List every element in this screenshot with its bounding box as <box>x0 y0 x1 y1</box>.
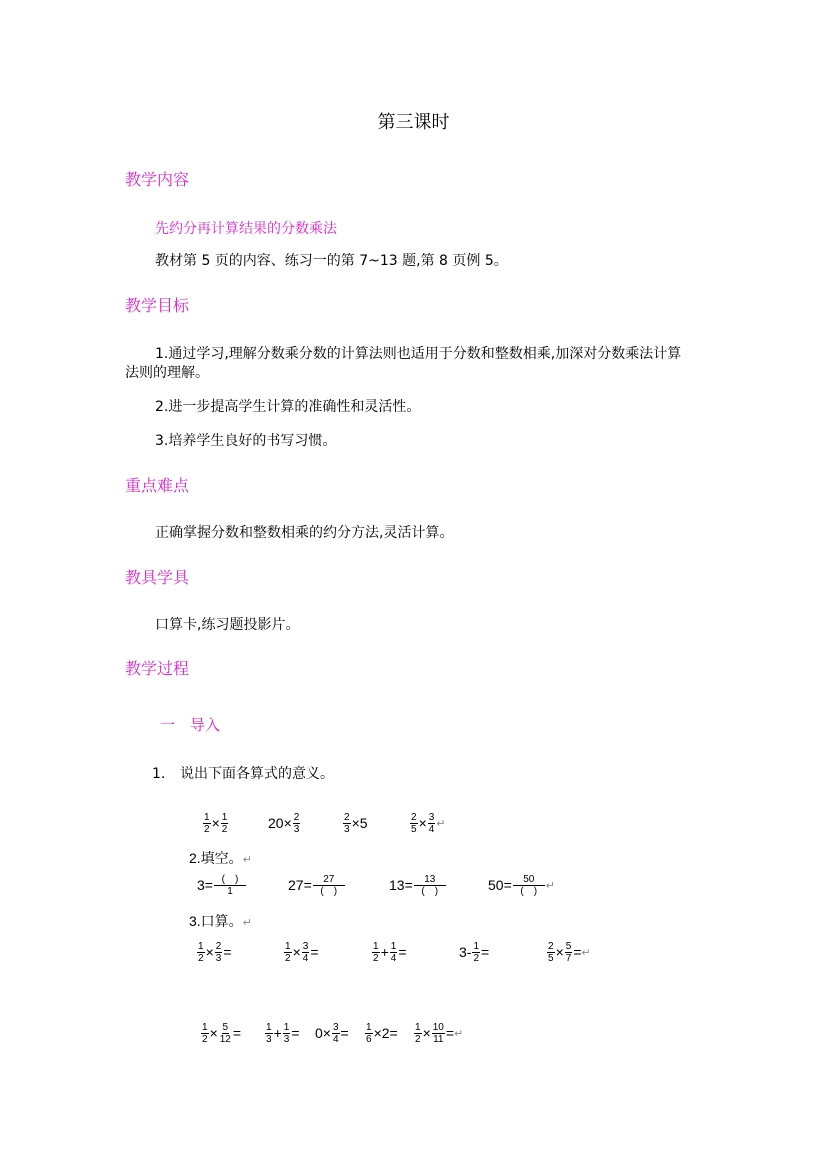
calc-sixth-times-2 <box>364 1018 398 1048</box>
mental-math-row-2 <box>0 1018 827 1048</box>
step-intro: 一 导入 <box>160 716 221 734</box>
expr-two-fifths-times-three-fourths <box>409 808 446 838</box>
fraction <box>432 1022 445 1045</box>
denominator: 4 <box>390 952 397 964</box>
denominator: ( ) <box>520 885 538 897</box>
question-label-text: 3.口算。 <box>189 913 243 929</box>
numerator: 10 <box>432 1021 444 1033</box>
fill-50 <box>488 870 555 900</box>
question-1-text: 说出下面各算式的意义。 <box>180 766 334 782</box>
calc-half-times-three-fourths <box>283 937 319 967</box>
question-3-label <box>189 911 252 931</box>
heading-tools: 教具学具 <box>125 568 190 587</box>
fraction <box>414 1022 422 1045</box>
fraction <box>414 874 446 897</box>
numerator: 1 <box>473 940 480 952</box>
key-points-text: 正确掌握分数和整数相乘的约分方法,灵活计算。 <box>155 525 454 541</box>
denominator: 4 <box>302 952 309 964</box>
denominator: 2 <box>221 823 228 835</box>
math-symbol: = <box>204 877 213 893</box>
fraction <box>265 1022 273 1045</box>
fraction <box>221 812 229 835</box>
expr-20-times-two-thirds <box>268 808 301 838</box>
numerator: 1 <box>415 1021 421 1033</box>
fraction <box>215 941 223 964</box>
denominator: 12 <box>219 1033 231 1045</box>
calc-two-fifths-times-five-sevenths <box>546 937 591 967</box>
denominator: 11 <box>433 1033 444 1045</box>
numerator: 13 <box>414 874 446 886</box>
fill-blank-row <box>0 870 827 900</box>
fraction <box>513 874 545 897</box>
numerator: 2 <box>293 811 300 823</box>
math-symbol: = <box>389 1025 398 1041</box>
fraction <box>547 941 555 964</box>
denominator: 2 <box>202 1033 208 1045</box>
fraction <box>372 941 380 964</box>
numerator: ( ) <box>214 874 246 886</box>
fraction <box>428 812 436 835</box>
numerator: 3 <box>332 1021 339 1033</box>
math-symbol: 0 <box>315 1025 323 1041</box>
math-symbol: = <box>223 944 232 960</box>
fraction <box>284 941 292 964</box>
denominator: 2 <box>198 952 204 964</box>
math-symbol: 20 <box>268 815 284 831</box>
numerator: 1 <box>283 1021 290 1033</box>
math-symbol: = <box>232 1025 242 1041</box>
fraction <box>219 1022 232 1045</box>
fraction <box>197 941 205 964</box>
numerator: 1 <box>221 811 228 823</box>
math-symbol: × <box>292 944 301 960</box>
math-symbol: 13 <box>389 877 405 893</box>
question-1-number: 1. <box>152 766 166 782</box>
fraction <box>283 1022 291 1045</box>
numerator: 2 <box>344 811 350 823</box>
tools-text: 口算卡,练习题投影片。 <box>155 617 300 633</box>
math-symbol: × <box>211 815 220 831</box>
numerator: 1 <box>390 940 397 952</box>
goal-2: 2.进一步提高学生计算的准确性和灵活性。 <box>155 399 421 415</box>
fraction <box>214 874 246 897</box>
fraction <box>565 941 573 964</box>
math-symbol: 27 <box>288 877 304 893</box>
return-mark: ↵ <box>242 854 252 866</box>
denominator: 2 <box>204 823 210 835</box>
fraction <box>332 1022 340 1045</box>
denominator: 3 <box>293 823 300 835</box>
return-mark: ↵ <box>454 1027 464 1040</box>
math-symbol: = <box>573 944 582 960</box>
numerator: 1 <box>198 940 204 952</box>
numerator: 2 <box>215 940 222 952</box>
fraction <box>343 812 351 835</box>
math-symbol: 3 <box>197 877 205 893</box>
numerator: 1 <box>202 1021 208 1033</box>
fill-27 <box>288 870 346 900</box>
denominator: 3 <box>283 1033 290 1045</box>
numerator: 27 <box>313 874 345 886</box>
fraction <box>201 1022 209 1045</box>
calc-half-plus-fourth <box>371 937 407 967</box>
fraction <box>302 941 310 964</box>
fraction <box>390 941 398 964</box>
fill-3 <box>197 870 247 900</box>
question-2-label <box>189 848 252 868</box>
numerator: 1 <box>266 1021 272 1033</box>
numerator: 1 <box>373 940 379 952</box>
heading-content: 教学内容 <box>125 170 190 189</box>
math-symbol: = <box>340 1025 349 1041</box>
goal-1-line-2: 法则的理解。 <box>125 365 209 381</box>
math-symbol: = <box>445 1025 455 1041</box>
calc-0-times-three-fourths <box>315 1018 349 1048</box>
heading-key-points: 重点难点 <box>125 476 190 495</box>
denominator: 3 <box>344 823 350 835</box>
math-symbol: × <box>209 1025 218 1041</box>
expression-row-1 <box>0 808 827 838</box>
calc-half-times-ten-elevenths <box>413 1018 463 1048</box>
numerator: 5 <box>222 1021 229 1033</box>
math-symbol: - <box>466 944 472 960</box>
math-symbol: + <box>273 1025 282 1041</box>
math-symbol: × <box>283 815 292 831</box>
denominator: 2 <box>285 952 291 964</box>
denominator: 2 <box>415 1033 421 1045</box>
heading-goals: 教学目标 <box>125 296 190 315</box>
denominator: ( ) <box>320 885 338 897</box>
math-symbol: = <box>310 944 319 960</box>
math-symbol: × <box>422 1025 431 1041</box>
numerator: 50 <box>513 874 545 886</box>
calc-half-times-five-twelfths <box>200 1018 241 1048</box>
math-symbol: = <box>303 877 312 893</box>
denominator: 5 <box>548 952 554 964</box>
math-symbol: = <box>404 877 413 893</box>
numerator: 1 <box>285 940 291 952</box>
fraction <box>410 812 418 835</box>
numerator: 2 <box>411 811 417 823</box>
denominator: 1 <box>227 885 233 897</box>
return-mark: ↵ <box>581 946 591 959</box>
math-symbol: 3 <box>459 944 467 960</box>
denominator: 5 <box>411 823 417 835</box>
expr-half-times-half <box>202 808 229 838</box>
math-symbol: 2 <box>381 1025 390 1041</box>
mental-math-row-1 <box>0 937 827 967</box>
numerator: 1 <box>366 1021 372 1033</box>
denominator: 4 <box>332 1033 339 1045</box>
math-symbol: = <box>481 944 490 960</box>
content-text: 教材第 5 页的内容、练习一的第 7~13 题,第 8 页例 5。 <box>155 253 508 269</box>
math-symbol: 5 <box>359 815 368 831</box>
math-symbol: = <box>398 944 407 960</box>
fraction <box>203 812 211 835</box>
denominator: ( ) <box>421 885 439 897</box>
return-mark: ↵ <box>242 917 252 929</box>
math-symbol: = <box>503 877 512 893</box>
expr-two-thirds-times-5 <box>342 808 368 838</box>
denominator: 7 <box>565 952 572 964</box>
return-mark: ↵ <box>436 817 446 830</box>
math-symbol: 50 <box>488 877 504 893</box>
calc-3-minus-half <box>459 937 489 967</box>
math-symbol: × <box>322 1025 331 1041</box>
fraction <box>293 812 301 835</box>
denominator: 4 <box>428 823 435 835</box>
lesson-subtitle: 先约分再计算结果的分数乘法 <box>155 221 337 237</box>
denominator: 6 <box>366 1033 372 1045</box>
numerator: 3 <box>428 811 435 823</box>
numerator: 3 <box>302 940 309 952</box>
math-symbol: × <box>205 944 214 960</box>
return-mark: ↵ <box>545 879 555 892</box>
calc-third-plus-third <box>264 1018 300 1048</box>
denominator: 2 <box>473 952 480 964</box>
fill-13 <box>389 870 447 900</box>
math-symbol: × <box>555 944 564 960</box>
numerator: 5 <box>565 940 572 952</box>
denominator: 3 <box>215 952 222 964</box>
math-symbol: + <box>380 944 389 960</box>
numerator: 1 <box>204 811 210 823</box>
denominator: 3 <box>266 1033 272 1045</box>
fraction <box>472 941 480 964</box>
fraction <box>365 1022 373 1045</box>
question-label-text: 2.填空。 <box>189 850 243 866</box>
math-symbol: = <box>291 1025 300 1041</box>
fraction <box>313 874 345 897</box>
page-title: 第三课时 <box>377 112 450 133</box>
calc-half-times-two-thirds <box>196 937 232 967</box>
math-symbol: × <box>351 815 360 831</box>
math-symbol: × <box>373 1025 382 1041</box>
goal-1-line-1: 1.通过学习,理解分数乘分数的计算法则也适用于分数和整数相乘,加深对分数乘法计算 <box>155 346 682 362</box>
goal-3: 3.培养学生良好的书写习惯。 <box>155 433 337 449</box>
denominator: 2 <box>373 952 379 964</box>
heading-process: 教学过程 <box>125 659 190 678</box>
math-symbol: × <box>418 815 427 831</box>
numerator: 2 <box>548 940 554 952</box>
